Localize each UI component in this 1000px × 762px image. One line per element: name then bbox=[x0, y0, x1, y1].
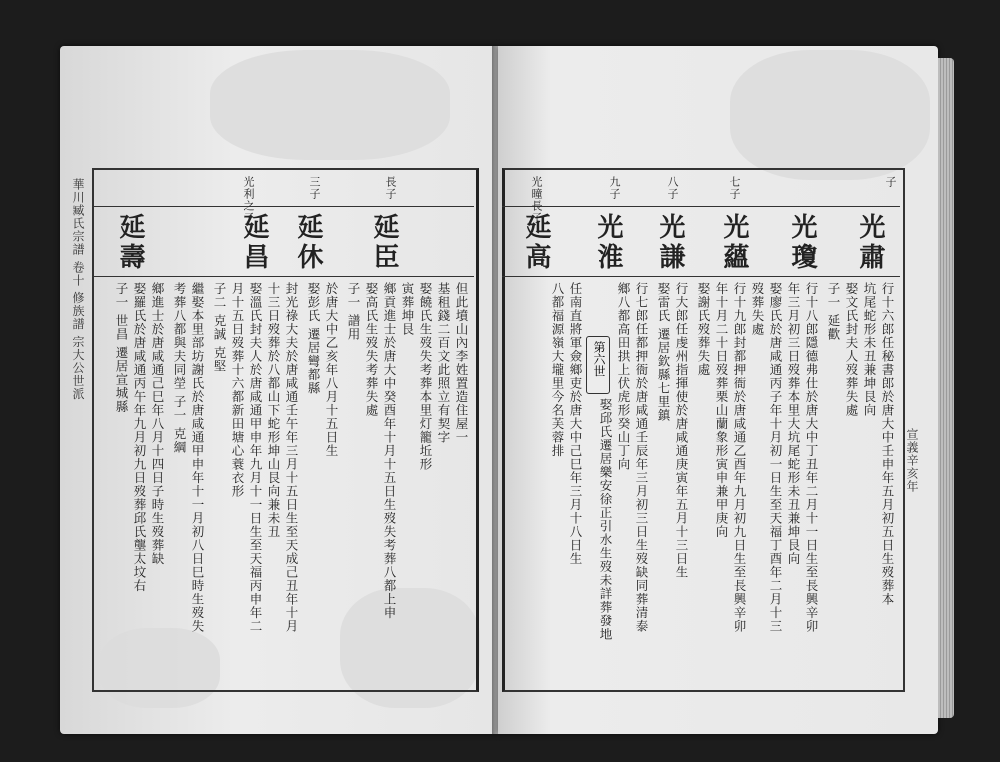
entry-line: 鄉進士於唐咸通己巳年八月十四日子時生歿葬缺 bbox=[150, 282, 165, 566]
entry-line: 娶雷氏 遷居欽縣七里鎮 bbox=[656, 282, 671, 422]
entry-line: 封光祿大夫於唐咸通壬午年三月十五日生至天成己丑年十月 bbox=[284, 282, 299, 633]
entry-line: 年十月二十日歿葬栗山蘭象形寅申兼甲庚向 bbox=[714, 282, 729, 539]
entry-line: 娶文氏封夫人歿葬失處 bbox=[844, 282, 859, 417]
header-name: 延壽 bbox=[115, 213, 145, 273]
entry-line: 坑尾蛇形未丑兼坤艮向 bbox=[862, 282, 877, 417]
header-relation: 七子 bbox=[728, 176, 741, 200]
entry-line: 考葬八都與夫同塋 子一 克綱 bbox=[172, 282, 187, 454]
entry-line: 但此墳山內李姓置造住屋一 bbox=[454, 282, 469, 444]
name-rule bbox=[502, 276, 900, 277]
entry-line: 行十六郎任秘書郎於唐大中壬申年五月初五日生歿葬本 bbox=[880, 282, 895, 606]
header-relation: 九子 bbox=[608, 176, 621, 200]
generation-label: 第六世 bbox=[592, 341, 606, 377]
entry-line: 娶羅氏於唐咸通丙午年九月初九日歿葬邱氏壟太坟右 bbox=[132, 282, 147, 593]
header-relation: 三子 bbox=[308, 176, 321, 200]
header-name: 光瓊 bbox=[787, 213, 817, 273]
header-rule bbox=[502, 206, 900, 207]
entry-line: 歿葬失處 bbox=[750, 282, 765, 336]
name-rule bbox=[92, 276, 474, 277]
entry-line: 娶高氏生歿失考葬失處 bbox=[364, 282, 379, 417]
entry-line: 寅葬坤艮 bbox=[400, 282, 415, 336]
header-name: 光肅 bbox=[855, 213, 885, 273]
entry-line: 八都福源嶺大壠里今名芙蓉排 bbox=[550, 282, 565, 458]
entry-line: 行大郎任虔州指揮使於唐咸通庚寅年五月十三日生 bbox=[674, 282, 689, 579]
header-relation: 子 bbox=[884, 176, 897, 188]
torn-area bbox=[210, 50, 450, 160]
entry-line: 鄉貢進士於唐大中癸酉年十月十五日生歿失考葬八都上申 bbox=[382, 282, 397, 620]
header-name: 光蘊 bbox=[719, 213, 749, 273]
entry-line: 於唐大中乙亥年八月十五日生 bbox=[324, 282, 339, 458]
entry-line: 娶溫氏封夫人於唐咸通甲申年九月十一日生至天福丙申年二 bbox=[248, 282, 263, 633]
entry-line: 鄉八都高田拱上伏虎形癸山丁向 bbox=[616, 282, 631, 471]
entry-line: 子一 延歡 bbox=[826, 282, 841, 341]
entry-line: 行十八郎隱德弗仕於唐大中丁丑年二月十一日生至長興辛卯 bbox=[804, 282, 819, 633]
entry-line: 子二 克誠 克堅 bbox=[212, 282, 227, 373]
header-name: 延休 bbox=[293, 213, 323, 273]
entry-line: 基租錢二百文此照立有契字 bbox=[436, 282, 451, 444]
entry-line: 年三月初三日歿葬本里大坑尾蛇形未丑兼坤艮向 bbox=[786, 282, 801, 566]
entry-line: 娶廖氏於唐咸通丙子年十月初一日生至天福丁酉年二月十三 bbox=[768, 282, 783, 633]
page-edges bbox=[938, 58, 954, 718]
header-relation: 光利之子 bbox=[242, 176, 255, 224]
entry-line: 娶饒氏生歿失考葬本里灯籠坵形 bbox=[418, 282, 433, 471]
header-name: 延昌 bbox=[239, 213, 269, 273]
header-relation: 長子 bbox=[384, 176, 397, 200]
entry-line: 娶邱氏遷居樂安徐正引水生歿未詳葬發地 bbox=[598, 398, 613, 641]
entry-line: 子一 譜用 bbox=[346, 282, 361, 341]
header-name: 延高 bbox=[521, 213, 551, 273]
header-relation: 光曈長子 bbox=[530, 176, 543, 224]
entry-line: 行十九郎封都押衙於唐咸通乙酉年九月初九日生至長興辛卯 bbox=[732, 282, 747, 633]
entry-line: 月十五日歿葬十六都新田塘心蓑衣形 bbox=[230, 282, 245, 498]
entry-line: 行七郎任都押衙於唐咸通壬辰年三月初三日生歿缺同葬清泰 bbox=[634, 282, 649, 633]
header-name: 光淮 bbox=[593, 213, 623, 273]
header-name: 延臣 bbox=[369, 213, 399, 273]
entry-line: 繼娶本里部坊謝氏於唐咸通甲申年十一月初八日巳時生歿失 bbox=[190, 282, 205, 633]
header-relation: 八子 bbox=[666, 176, 679, 200]
entry-line: 子一 世昌 遷居宣城縣 bbox=[114, 282, 129, 414]
open-genealogy-book bbox=[40, 28, 960, 734]
left-margin-label: 華川臧氏宗譜 卷十 修族譜 宗大公世派 bbox=[71, 178, 85, 401]
entry-line: 娶彭氏 遷居彎都縣 bbox=[306, 282, 321, 395]
entry-line: 娶謝氏歿葬失處 bbox=[696, 282, 711, 377]
header-rule bbox=[92, 206, 474, 207]
right-margin-label: 宣義辛亥年 bbox=[905, 428, 919, 493]
torn-area bbox=[730, 50, 930, 180]
generation-marker bbox=[586, 336, 610, 394]
entry-line: 任南直將軍僉鄉吏於唐大中己巳年三月十八日生 bbox=[568, 282, 583, 566]
header-name: 光謙 bbox=[655, 213, 685, 273]
entry-line: 十三日歿葬於八都山下蛇形坤山艮向兼未丑 bbox=[266, 282, 281, 539]
